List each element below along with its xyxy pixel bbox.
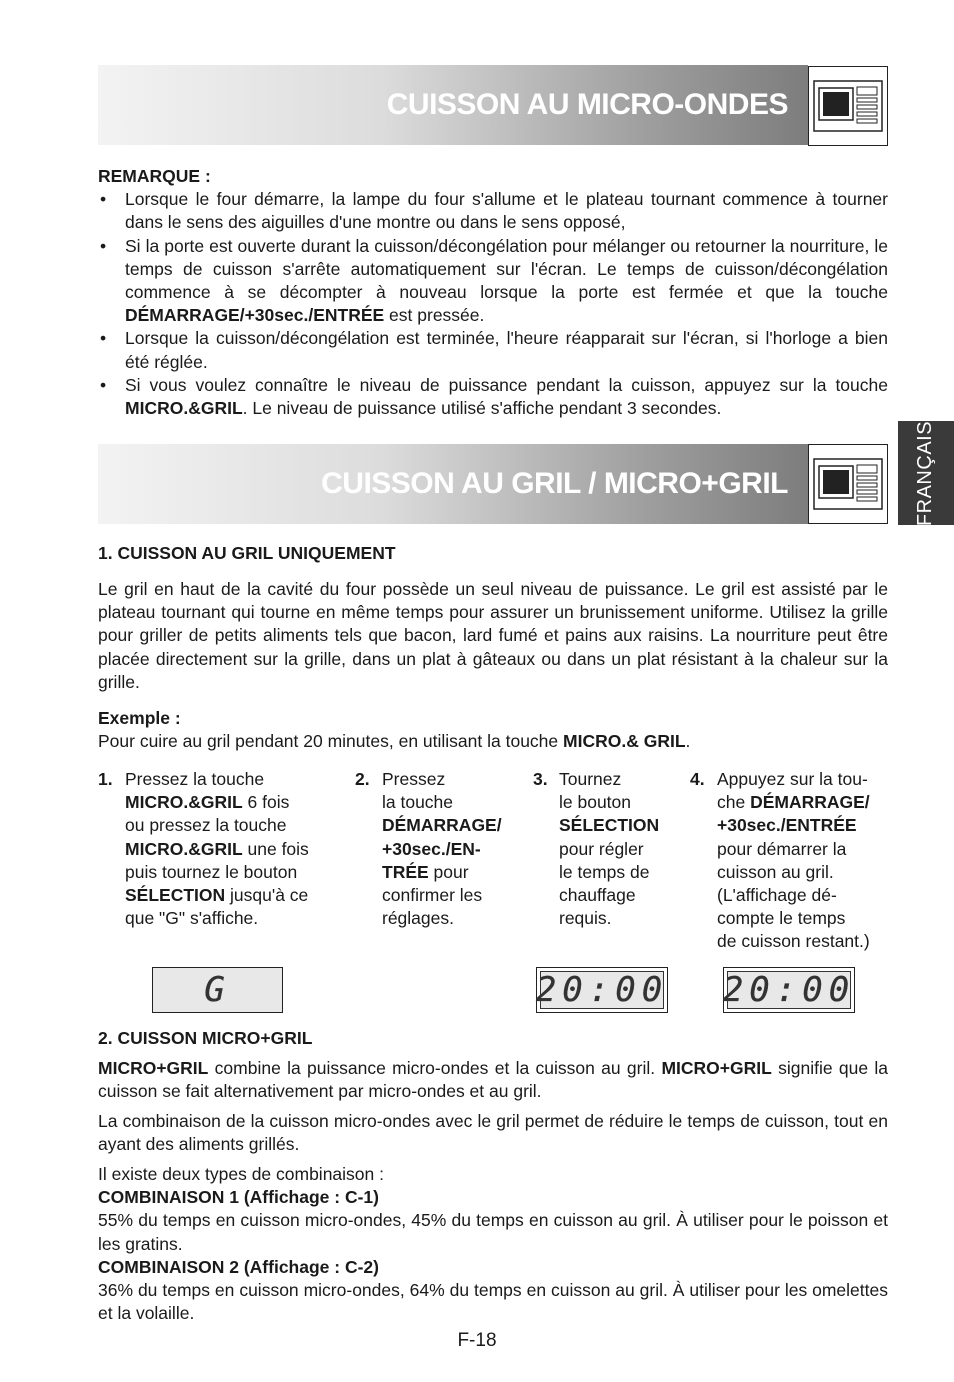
display-step-4	[723, 967, 855, 1013]
example-block	[98, 707, 888, 753]
display-step-3	[536, 967, 668, 1013]
gril-paragraph: Le gril en haut de la cavité du four possède un seul niveau de puissance. Le gril est assisté par le plateau tournant qui tourne en même temps pour assurer un brunissement uniforme. Utilisez la grille pour griller de petits aliments tels que bacon, lard fumé et pains aux raisins. La nourriture peut être placée directement sur la grille, dans un plat à gâteaux ou dans un plat résistant à la chaleur sur la grille.	[98, 579, 888, 692]
section-banner-micro-ondes	[98, 65, 808, 145]
display-text: 20:00	[535, 970, 669, 1010]
list-item: • Lorsque le four démarre, la lampe du four s'allume et le plateau tournant commence à tourner dans le sens des aiguilles d'une montre ou dans le sens opposé,	[98, 188, 888, 234]
micro-gril-p1: MICRO+GRIL combine la puissance micro-ondes et la cuisson au gril. MICRO+GRIL signifie que la cuisson se fait alternativement par micro-ondes et au gril.	[98, 1058, 888, 1102]
combination-1-text: 55% du temps en cuisson micro-ondes, 45% du temps en cuisson au gril. À utiliser pour le poisson et les gratins.	[98, 1210, 888, 1254]
page-number: F-18	[457, 1330, 497, 1351]
remarque-list	[98, 188, 888, 420]
micro-gril-heading: 2. CUISSON MICRO+GRIL	[98, 1028, 313, 1048]
section-banner-gril	[98, 444, 808, 524]
list-item: • Si vous voulez connaître le niveau de puissance pendant la cuisson, appuyez sur la touche MICRO.&GRIL. Le niveau de puissance utilisé s'affiche pendant 3 secondes.	[98, 374, 888, 420]
display-step-1	[152, 967, 283, 1013]
remarque-block	[98, 165, 888, 420]
display-text: 20:00	[722, 970, 856, 1010]
list-item: • Si la porte est ouverte durant la cuisson/décongélation pour mélanger ou retourner la nourriture, le temps de cuisson s'arrête automatiquement sur l'écran. Le temps de cuisson/décongélation commence à se décompter à nouveau lorsque la porte est fermée et que la touche DÉMARRAGE/+30sec./ENTRÉE est pressée.	[98, 235, 888, 328]
combinations-intro: Il existe deux types de combinaison :	[98, 1164, 384, 1184]
language-label: FRANÇAIS	[914, 420, 937, 526]
combination-2-label: COMBINAISON 2 (Affichage : C-2)	[98, 1256, 379, 1277]
micro-gril-p2: La combinaison de la cuisson micro-ondes avec le gril permet de réduire le temps de cuisson, tout en ayant des aliments grillés.	[98, 1111, 888, 1155]
list-item: • Lorsque la cuisson/décongélation est terminée, l'heure réapparait sur l'écran, si l'horloge a bien été réglée.	[98, 327, 888, 373]
language-tab	[898, 421, 954, 525]
section-title: CUISSON AU MICRO-ONDES	[386, 88, 788, 121]
example-label: Exemple :	[98, 708, 181, 728]
combination-1-label: COMBINAISON 1 (Affichage : C-1)	[98, 1187, 379, 1208]
display-text: G	[204, 970, 231, 1010]
gril-heading: 1. CUISSON AU GRIL UNIQUEMENT	[98, 543, 396, 563]
microwave-icon	[808, 444, 888, 524]
combinations-block	[98, 1163, 888, 1325]
remarque-heading: REMARQUE :	[98, 166, 211, 186]
example-text: Pour cuire au gril pendant 20 minutes, en utilisant la touche MICRO.& GRIL.	[98, 731, 691, 752]
combination-2-text: 36% du temps en cuisson micro-ondes, 64% du temps en cuisson au gril. À utiliser pour les omelettes et la volaille.	[98, 1280, 888, 1324]
microwave-icon	[808, 66, 888, 146]
section-title: CUISSON AU GRIL / MICRO+GRIL	[321, 467, 788, 500]
